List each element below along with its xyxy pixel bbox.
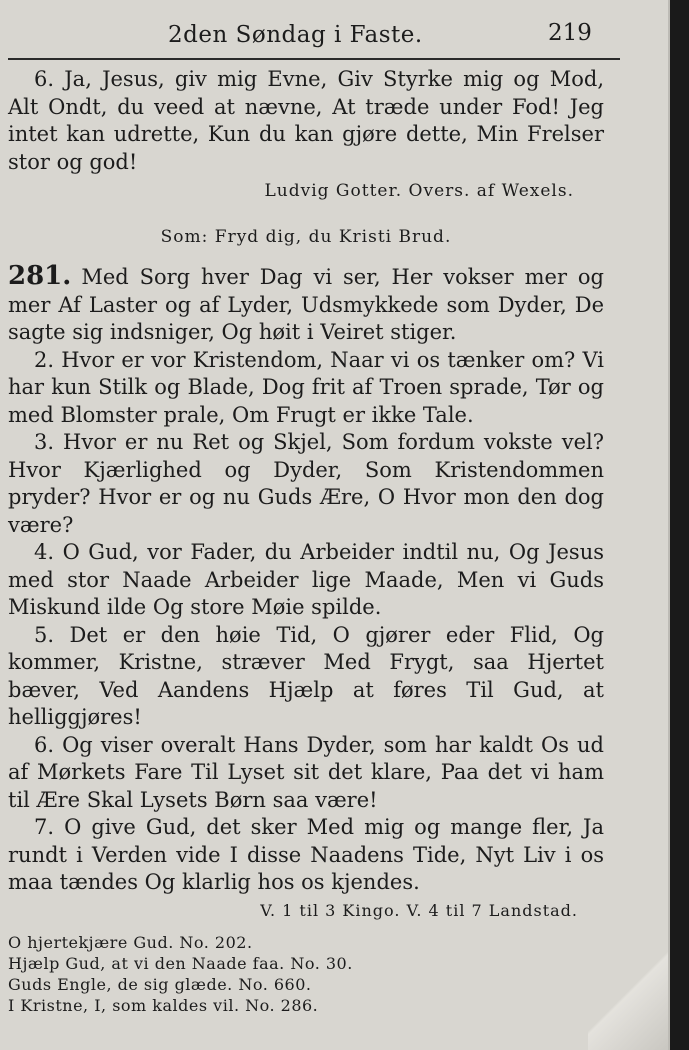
- reference-item: Hjælp Gud, at vi den Naade faa. No. 30.: [8, 954, 353, 973]
- hymn-stanza: 7. O give Gud, det sker Med mig og mange fler, Ja rundt i Verden vide I disse Naadens Tide, Nyt Liv i os maa tændes Og klarlig hos os kjendes.: [8, 815, 604, 894]
- header-rule: [8, 58, 620, 60]
- hymn-stanza: 2. Hvor er vor Kristendom, Naar vi os tænker om? Vi har kun Stilk og Blade, Dog frit af Troen sprade, Tør og med Blomster prale, Om Frugt er ikke Tale.: [8, 347, 604, 427]
- reference-list: [8, 932, 604, 1016]
- previous-hymn-stanza-6: 6. Ja, Jesus, giv mig Evne, Giv Styrke mig og Mod, Alt Ondt, du veed at nævne, At træde under Fod! Jeg intet kan udrette, Kun du kan gjøre dette, Min Frelser stor og god!: [8, 67, 604, 174]
- melody-line: Som: Fryd dig, du Kristi Brud.: [160, 226, 452, 247]
- hymn-stanza-1-text: Med Sorg hver Dag vi ser, Her vokser mer og mer Af Laster og af Lyder, Udsmykkede som Dyder, De sagte sig indsniger, Og høit i Veiret stiger.: [8, 265, 604, 344]
- hymn-stanza-1: [8, 263, 604, 347]
- hymn-number: 281.: [8, 261, 72, 291]
- reference-item: O hjertekjære Gud. No. 202.: [8, 933, 253, 952]
- page-number: 219: [548, 20, 592, 46]
- reference-item: Guds Engle, de sig glæde. No. 660.: [8, 975, 312, 994]
- hymn-stanza: 3. Hvor er nu Ret og Skjel, Som fordum vokste vel? Hvor Kjærlighed og Dyder, Som Kristendommen pryder? Hvor er og nu Guds Ære, O Hvor mon den dog være?: [8, 430, 604, 537]
- hymn-attribution: V. 1 til 3 Kingo. V. 4 til 7 Landstad.: [260, 900, 578, 920]
- running-title: 2den Søndag i Faste.: [168, 22, 423, 48]
- hymn-stanza: 5. Det er den høie Tid, O gjører eder Flid, Og kommer, Kristne, stræver Med Frygt, saa Hjertet bæver, Ved Aandens Hjælp at føres Til Gud, at helliggjøres!: [8, 622, 604, 729]
- page-header: [0, 0, 668, 60]
- page-body: [8, 66, 604, 1016]
- page-curl: [588, 940, 668, 1050]
- previous-hymn-attribution: Ludvig Gotter. Overs. af Wexels.: [264, 181, 574, 201]
- reference-item: I Kristne, I, som kaldes vil. No. 286.: [8, 996, 319, 1015]
- hymn-stanza: 4. O Gud, vor Fader, du Arbeider indtil nu, Og Jesus med stor Naade Arbeider lige Maade, Men vi Guds Miskund ilde Og store Møie spilde.: [8, 540, 604, 619]
- hymn-stanza: 6. Og viser overalt Hans Dyder, som har kaldt Os ud af Mørkets Fare Til Lyset sit det klare, Paa det vi ham til Ære Skal Lysets Børn saa være!: [8, 732, 604, 812]
